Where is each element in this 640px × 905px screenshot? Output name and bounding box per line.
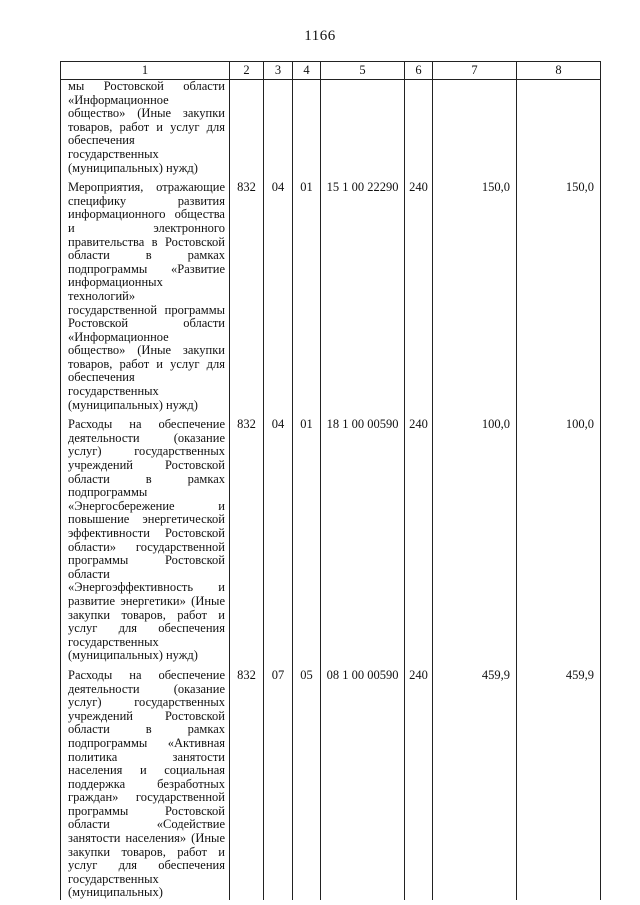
table-row — [61, 175, 601, 412]
section-code: 04 — [264, 412, 293, 663]
row-description: Расходы на обеспечение деятельности (оказание услуг) государственных учреждений Ростовской области в рамках подпрограммы «Активная политика занятости населения и социальная поддержка безработных граждан» государственной программы Ростовской области «Содействие занятости населения» (Иные закупки товаров, работ и услуг для обеспечения государственных (муниципальных) — [61, 663, 230, 900]
ministry-code: 832 — [230, 412, 264, 663]
col-header-7: 7 — [433, 62, 517, 80]
section-code: 04 — [264, 175, 293, 412]
col-header-6: 6 — [405, 62, 433, 80]
col-header-1: 1 — [61, 62, 230, 80]
target-article-code: 15 1 00 22290 — [321, 175, 405, 412]
subsection-code — [293, 80, 321, 176]
header-row — [61, 62, 601, 80]
table-row — [61, 412, 601, 663]
target-article-code: 08 1 00 00590 — [321, 663, 405, 900]
table-row — [61, 663, 601, 900]
row-description: Мероприятия, отражающие специфику развития информационного общества и электронного правительства в Ростовской области в рамках подпрограммы «Развитие информационных технологий» государственной программы Ростовской области «Информационное общество» (Иные закупки товаров, работ и услуг для обеспечения государственных (муниципальных) нужд) — [61, 175, 230, 412]
amount-col-7: 150,0 — [433, 175, 517, 412]
col-header-8: 8 — [517, 62, 601, 80]
target-article-code — [321, 80, 405, 176]
amount-col-8: 100,0 — [517, 412, 601, 663]
expense-type-code — [405, 80, 433, 176]
table-row — [61, 80, 601, 176]
amount-col-7: 100,0 — [433, 412, 517, 663]
amount-col-8: 459,9 — [517, 663, 601, 900]
amount-col-7 — [433, 80, 517, 176]
page-number: 1166 — [304, 28, 336, 44]
row-description: Расходы на обеспечение деятельности (оказание услуг) государственных учреждений Ростовской области в рамках подпрограммы «Энергосбережение и повышение энергетической эффективности Ростовской области» государственной программы Ростовской области «Энергоэффективность и развитие энергетики» (Иные закупки товаров, работ и услуг для обеспечения государственных (муниципальных) нужд) — [61, 412, 230, 663]
ministry-code: 832 — [230, 175, 264, 412]
col-header-3: 3 — [264, 62, 293, 80]
ministry-code: 832 — [230, 663, 264, 900]
budget-table — [60, 61, 601, 900]
col-header-5: 5 — [321, 62, 405, 80]
subsection-code: 01 — [293, 412, 321, 663]
expense-type-code: 240 — [405, 663, 433, 900]
row-description: мы Ростовской области «Информационное общество» (Иные закупки товаров, работ и услуг для обеспечения государственных (муниципальных) нужд) — [61, 80, 230, 176]
target-article-code: 18 1 00 00590 — [321, 412, 405, 663]
amount-col-7: 459,9 — [433, 663, 517, 900]
amount-col-8 — [517, 80, 601, 176]
expense-type-code: 240 — [405, 175, 433, 412]
section-code: 07 — [264, 663, 293, 900]
section-code — [264, 80, 293, 176]
subsection-code: 05 — [293, 663, 321, 900]
subsection-code: 01 — [293, 175, 321, 412]
ministry-code — [230, 80, 264, 176]
col-header-4: 4 — [293, 62, 321, 80]
expense-type-code: 240 — [405, 412, 433, 663]
amount-col-8: 150,0 — [517, 175, 601, 412]
col-header-2: 2 — [230, 62, 264, 80]
